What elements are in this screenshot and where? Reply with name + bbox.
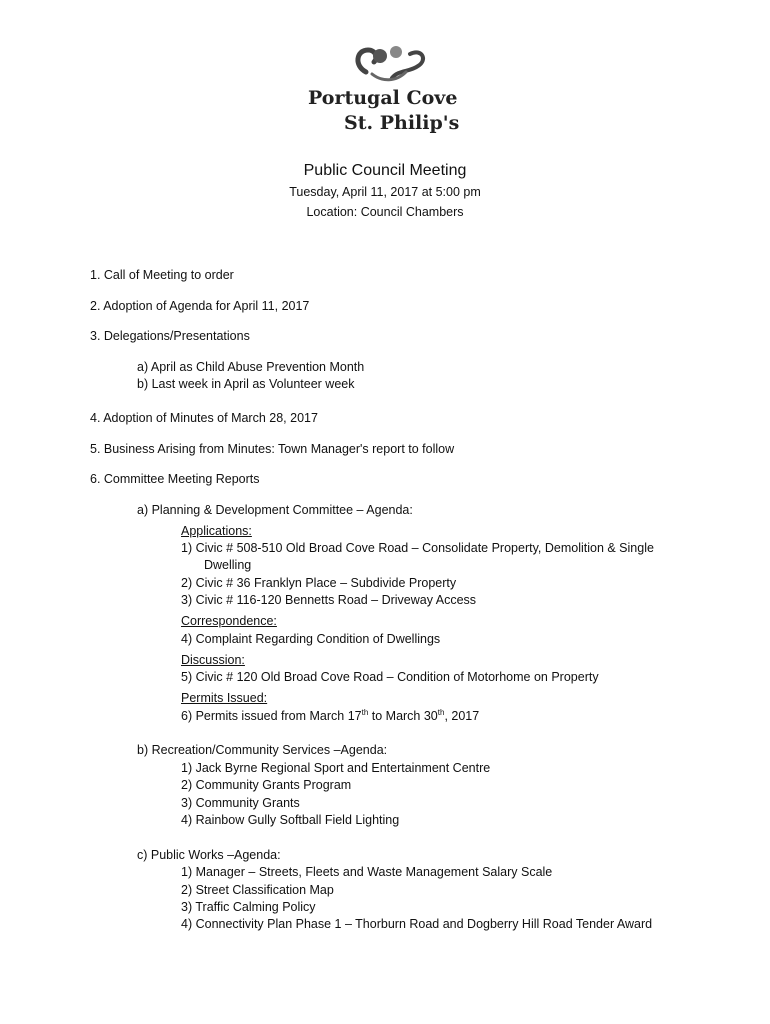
agenda-item-2: 2. Adoption of Agenda for April 11, 2017 — [90, 299, 310, 313]
agenda-item-3: 3. Delegations/Presentations — [90, 329, 250, 343]
permit-6 — [181, 708, 479, 723]
application-1-line1: 1) Civic # 508-510 Old Broad Cove Road – Consolidate Property, Demolition & Single — [181, 541, 654, 555]
permit-6-text-a: 6) Permits issued from March 17 — [181, 709, 362, 724]
permit-6-text-b: to March 30 — [368, 709, 438, 724]
recreation-item-4: 4) Rainbow Gully Softball Field Lighting — [181, 813, 400, 827]
correspondence-heading: Correspondence: — [181, 614, 277, 628]
agenda-item-3b: b) Last week in April as Volunteer week — [137, 377, 355, 391]
permits-heading: Permits Issued: — [181, 691, 268, 705]
meeting-location: Location: Council Chambers — [306, 205, 464, 219]
applications-heading: Applications: — [181, 524, 252, 538]
recreation-item-2: 2) Community Grants Program — [181, 778, 352, 792]
permit-6-text-c: , 2017 — [444, 709, 480, 724]
discussion-heading: Discussion: — [181, 653, 245, 667]
logo-swirl-icon — [352, 42, 432, 88]
public-works-title: c) Public Works –Agenda: — [137, 848, 281, 862]
permit-6-sup1: th — [361, 708, 369, 717]
recreation-item-3: 3) Community Grants — [181, 796, 300, 810]
planning-committee-title: a) Planning & Development Committee – Agenda: — [137, 503, 413, 517]
agenda-item-4: 4. Adoption of Minutes of March 28, 2017 — [90, 411, 318, 425]
public-works-item-1: 1) Manager – Streets, Fleets and Waste Management Salary Scale — [181, 865, 553, 879]
logo-text-line1: Portugal Cove — [308, 87, 458, 109]
public-works-item-2: 2) Street Classification Map — [181, 883, 334, 897]
agenda-item-6: 6. Committee Meeting Reports — [90, 472, 260, 486]
meeting-header — [0, 160, 770, 222]
application-1-line2: Dwelling — [204, 558, 252, 572]
meeting-title: Public Council Meeting — [303, 162, 467, 179]
recreation-item-1: 1) Jack Byrne Regional Sport and Entertainment Centre — [181, 761, 491, 775]
logo-text-line2: St. Philip's — [344, 112, 460, 134]
application-2: 2) Civic # 36 Franklyn Place – Subdivide Property — [181, 576, 457, 590]
agenda-item-5: 5. Business Arising from Minutes: Town Manager's report to follow — [90, 442, 455, 456]
permit-6-sup2: th — [437, 708, 445, 717]
meeting-date: Tuesday, April 11, 2017 at 5:00 pm — [289, 185, 481, 199]
public-works-item-3: 3) Traffic Calming Policy — [181, 900, 316, 914]
recreation-committee-title: b) Recreation/Community Services –Agenda: — [137, 743, 388, 757]
application-3: 3) Civic # 116-120 Bennetts Road – Driveway Access — [181, 593, 477, 607]
agenda-item-1: 1. Call of Meeting to order — [90, 268, 234, 282]
public-works-item-4: 4) Connectivity Plan Phase 1 – Thorburn Road and Dogberry Hill Road Tender Award — [181, 917, 653, 931]
discussion-5: 5) Civic # 120 Old Broad Cove Road – Condition of Motorhome on Property — [181, 670, 599, 684]
town-logo — [300, 42, 470, 137]
agenda-item-3a: a) April as Child Abuse Prevention Month — [137, 360, 365, 374]
correspondence-4: 4) Complaint Regarding Condition of Dwellings — [181, 632, 441, 646]
